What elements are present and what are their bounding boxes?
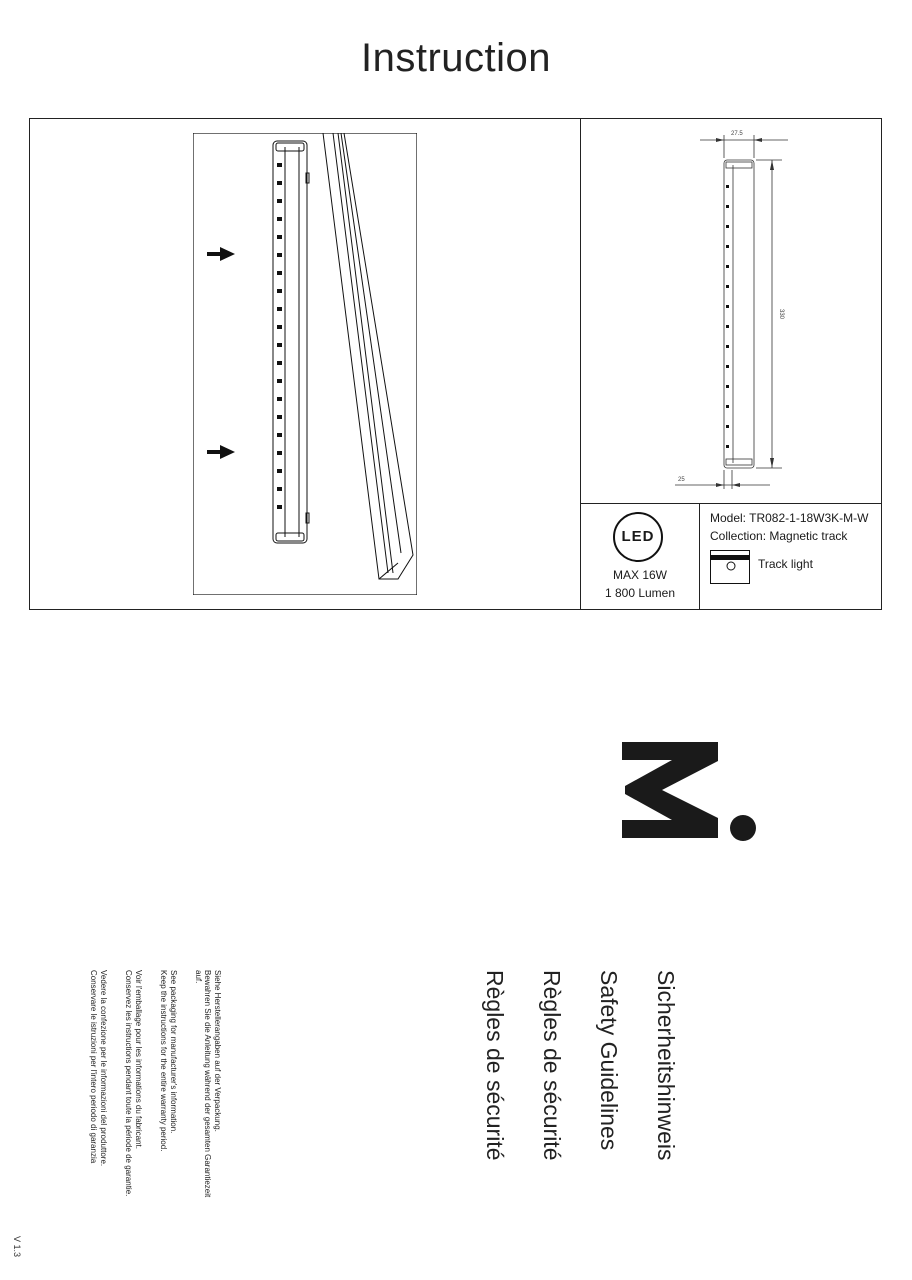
dimension-height: 330 [778,309,784,320]
safety-heading: Règles de sécurité [482,970,508,1161]
safety-note: Voir l'emballage pour les informations du fabricant. Conservez les instructions pendant toute la période de garantie. [124,970,143,1197]
led-spec-box [581,504,699,610]
dimension-width-top: 27.5 [731,131,743,137]
safety-note: Siehe Herstellerangaben auf der Verpackung. Bewahren Sie die Anleitung während der gesamten Garantiezeit auf. [194,970,222,1198]
led-lumen: 1 800 Lumen [604,586,676,600]
product-type: Track light [758,557,813,571]
safety-heading: Sicherheitshinweis [653,970,679,1161]
arrow-right-icon [207,247,235,261]
safety-note: Vedere la confezione per le informazioni del produttore. Conservare le istruzioni per l'intero periodo di garanzia [89,970,108,1167]
brand-logo-icon [622,742,762,846]
dimension-width-bottom: 25 [678,477,685,483]
safety-note: See packaging for manufacturer's information. Keep the instructions for the entire warranty period. [159,970,178,1152]
safety-heading: Règles de sécurité [539,970,565,1161]
page-title: Instruction [360,36,552,80]
version-label: V 1.3 [12,1236,22,1258]
arrow-right-icon [207,445,235,459]
led-power: MAX 16W [612,568,667,582]
led-badge: LED [613,512,663,562]
product-collection: Collection: Magnetic track [710,529,848,543]
product-info [700,504,882,610]
safety-heading: Safety Guidelines [596,970,622,1151]
led-chip-row [277,163,282,509]
product-model: Model: TR082-1-18W3K-M-W [710,511,869,525]
installation-illustration [193,133,417,595]
track-light-icon [710,550,750,584]
